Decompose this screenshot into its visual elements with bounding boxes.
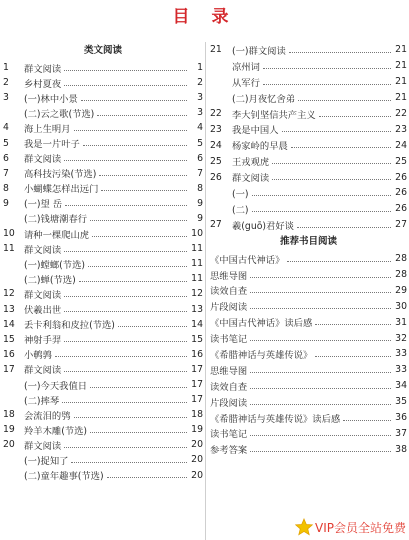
- toc-entry[interactable]: [3, 181, 203, 196]
- toc-entry-page: 7: [197, 167, 203, 179]
- toc-leader-dots: [250, 387, 391, 389]
- toc-leader-dots: [62, 401, 187, 403]
- toc-entry[interactable]: [210, 362, 407, 378]
- toc-entry-title: 《中国古代神话》读后感: [210, 318, 313, 330]
- toc-entry[interactable]: [210, 410, 407, 426]
- toc-entry-number: 1: [3, 62, 9, 74]
- toc-leader-dots: [252, 210, 391, 212]
- toc-entry[interactable]: [210, 185, 407, 201]
- toc-entry[interactable]: [210, 441, 407, 457]
- toc-leader-dots: [343, 419, 391, 421]
- toc-entry-title: 《希腊神话与英雄传说》: [210, 349, 313, 361]
- toc-entry[interactable]: [210, 346, 407, 362]
- toc-entry-title: 群文阅读: [24, 244, 62, 256]
- toc-entry[interactable]: [210, 74, 407, 90]
- toc-entry-title: 读书笔记: [210, 334, 248, 346]
- toc-leader-dots: [101, 189, 187, 191]
- toc-entry-title: (二)钱塘潮春行: [24, 214, 88, 226]
- toc-entry-page: 9: [197, 197, 203, 209]
- toc-entry-number: 9: [3, 197, 9, 209]
- toc-entry-page: 33: [395, 348, 407, 360]
- toc-entry[interactable]: [210, 251, 407, 267]
- toc-entry[interactable]: [3, 362, 203, 377]
- toc-entry-title: (一): [232, 188, 249, 200]
- toc-entry[interactable]: [3, 468, 203, 483]
- toc-entry-page: 36: [395, 412, 407, 424]
- toc-entry-title: (二)月夜忆舍弟: [232, 93, 296, 105]
- toc-entry-title: 片段阅读: [210, 397, 248, 409]
- toc-entry-page: 37: [395, 427, 407, 439]
- toc-entry-title: (一)林中小景: [24, 93, 78, 105]
- toc-entry[interactable]: [3, 120, 203, 135]
- toc-right-list: [210, 42, 407, 233]
- toc-leader-dots: [74, 129, 188, 131]
- toc-leader-dots: [64, 340, 187, 342]
- toc-entry-number: 13: [3, 303, 15, 315]
- toc-entry[interactable]: [3, 226, 203, 241]
- toc-leader-dots: [92, 235, 187, 237]
- toc-entry[interactable]: [210, 267, 407, 283]
- toc-leader-dots: [250, 276, 391, 278]
- toc-entry-page: 19: [191, 424, 203, 436]
- toc-leader-dots: [71, 461, 187, 463]
- toc-entry-title: (一)捉知了: [24, 455, 69, 467]
- toc-leader-dots: [272, 178, 391, 180]
- toc-entry[interactable]: [210, 314, 407, 330]
- toc-entry-title: 群文阅读: [24, 365, 62, 377]
- toc-entry-number: 11: [3, 243, 15, 255]
- toc-entry-title: 参考答案: [210, 445, 248, 457]
- toc-entry-title: 丢卡利翁和皮拉(节选): [24, 320, 115, 332]
- toc-entry-page: 28: [395, 269, 407, 281]
- toc-entry[interactable]: [3, 452, 203, 467]
- toc-entry[interactable]: [3, 392, 203, 407]
- toc-entry-page: 21: [395, 76, 407, 88]
- toc-entry-title: (二)云之歌(节选): [24, 108, 95, 120]
- toc-entry[interactable]: [3, 135, 203, 150]
- toc-entry[interactable]: [3, 166, 203, 181]
- toc-entry-title: (二)蝉(节选): [24, 274, 76, 286]
- toc-entry[interactable]: [3, 332, 203, 347]
- toc-entry-page: 2: [197, 77, 203, 89]
- toc-entry-title: (一)望 岳: [24, 199, 63, 211]
- toc-leader-dots: [107, 476, 187, 478]
- toc-entry-page: 3: [197, 107, 203, 119]
- toc-entry[interactable]: [3, 286, 203, 301]
- toc-entry-number: 3: [3, 92, 9, 104]
- toc-entry[interactable]: [210, 169, 407, 185]
- toc-entry-title: 乡村夏夜: [24, 78, 62, 90]
- toc-entry-page: 30: [395, 300, 407, 312]
- toc-entry-page: 4: [197, 122, 203, 134]
- toc-entry[interactable]: [210, 121, 407, 137]
- toc-leader-dots: [64, 310, 187, 312]
- page-title: 目 录: [172, 7, 237, 27]
- toc-entry[interactable]: [3, 75, 203, 90]
- toc-leader-dots: [252, 194, 391, 196]
- toc-entry-number: 18: [3, 409, 15, 421]
- toc-leader-dots: [297, 226, 391, 228]
- toc-entry-number: 21: [210, 44, 222, 56]
- toc-entry-page: 26: [395, 171, 407, 183]
- toc-entry-title: 凉州词: [232, 61, 260, 73]
- toc-leader-dots: [250, 434, 391, 436]
- toc-entry[interactable]: [3, 196, 203, 211]
- toc-entry-page: 6: [197, 152, 203, 164]
- section-heading-recommended-books: 推荐书目阅读: [279, 235, 337, 247]
- toc-leader-dots: [263, 67, 391, 69]
- toc-entry[interactable]: [3, 407, 203, 422]
- toc-entry[interactable]: [3, 422, 203, 437]
- toc-entry-page: 33: [395, 364, 407, 376]
- toc-entry-page: 3: [197, 92, 203, 104]
- toc-entry-number: 26: [210, 171, 222, 183]
- toc-entry-page: 12: [191, 288, 203, 300]
- vip-watermark: [295, 517, 406, 537]
- toc-entry-page: 29: [395, 284, 407, 296]
- toc-entry-title: 从军行: [232, 77, 260, 89]
- toc-entry-page: 21: [395, 44, 407, 56]
- toc-entry-page: 14: [191, 318, 203, 330]
- toc-entry[interactable]: [210, 137, 407, 153]
- toc-leader-dots: [64, 370, 187, 372]
- toc-entry[interactable]: [3, 256, 203, 271]
- toc-entry-number: 25: [210, 155, 222, 167]
- toc-entry-title: (一)今天我值日: [24, 380, 88, 392]
- star-icon: [295, 518, 313, 536]
- toc-entry-title: (一)螳螂(节选): [24, 259, 85, 271]
- toc-leader-dots: [315, 355, 391, 357]
- toc-leader-dots: [64, 159, 187, 161]
- toc-entry-page: 34: [395, 380, 407, 392]
- toc-entry[interactable]: [3, 151, 203, 166]
- toc-entry-title: 片段阅读: [210, 302, 248, 314]
- toc-entry[interactable]: [210, 394, 407, 410]
- toc-entry-title: 群文阅读: [24, 154, 62, 166]
- toc-entry-page: 26: [395, 203, 407, 215]
- toc-leader-dots: [272, 162, 391, 164]
- toc-entry-number: 19: [3, 424, 15, 436]
- toc-leader-dots: [64, 295, 187, 297]
- toc-entry-number: 2: [3, 77, 9, 89]
- toc-entry-number: 16: [3, 348, 15, 360]
- toc-leader-dots: [64, 69, 187, 71]
- toc-entry[interactable]: [210, 298, 407, 314]
- toc-entry[interactable]: [210, 425, 407, 441]
- toc-leader-dots: [64, 446, 187, 448]
- column-divider: [205, 42, 206, 540]
- toc-entry-number: 27: [210, 219, 222, 231]
- toc-entry-title: 小蝴蝶怎样出远门: [24, 184, 99, 196]
- toc-entry-title: 高科技污染(节选): [24, 169, 97, 181]
- toc-left-list: [3, 60, 203, 483]
- toc-leader-dots: [97, 114, 187, 116]
- toc-entry-title: 杨家岭的早晨: [232, 141, 288, 153]
- toc-entry-page: 17: [191, 379, 203, 391]
- toc-leader-dots: [90, 431, 187, 433]
- toc-entry[interactable]: [3, 377, 203, 392]
- toc-leader-dots: [99, 174, 187, 176]
- toc-entry-page: 38: [395, 443, 407, 455]
- toc-leader-dots: [250, 339, 391, 341]
- toc-entry[interactable]: [3, 90, 203, 105]
- toc-entry[interactable]: [3, 241, 203, 256]
- toc-entry-title: 请种一棵爬山虎: [24, 229, 90, 241]
- toc-entry-title: 《中国古代神话》: [210, 254, 285, 266]
- toc-right-column: [210, 42, 407, 457]
- toc-entry-title: (二)童年趣事(节选): [24, 471, 104, 483]
- toc-entry-title: 羲(guō)君好谈: [232, 220, 294, 232]
- toc-entry[interactable]: [3, 302, 203, 317]
- toc-entry-number: 14: [3, 318, 15, 330]
- toc-entry-number: 10: [3, 228, 15, 240]
- toc-leader-dots: [291, 146, 391, 148]
- toc-entry[interactable]: [210, 106, 407, 122]
- toc-entry-page: 25: [395, 155, 407, 167]
- toc-entry-title: 李大钊坚信共产主义: [232, 109, 316, 121]
- toc-entry-title: 海上生明月: [24, 123, 71, 135]
- toc-leader-dots: [289, 51, 391, 53]
- toc-leader-dots: [319, 115, 391, 117]
- toc-entry[interactable]: [3, 437, 203, 452]
- toc-entry[interactable]: [3, 211, 203, 226]
- toc-entry-page: 24: [395, 139, 407, 151]
- toc-leader-dots: [81, 99, 187, 101]
- toc-entry-page: 21: [395, 60, 407, 72]
- toc-entry-title: 群文阅读: [232, 173, 270, 185]
- toc-entry-page: 18: [191, 409, 203, 421]
- toc-left-column: [3, 42, 203, 483]
- toc-entry-title: 小鹌鹑: [24, 350, 52, 362]
- toc-entry[interactable]: [3, 317, 203, 332]
- toc-entry-title: 神射手羿: [24, 335, 62, 347]
- toc-entry-title: 伏羲出世: [24, 305, 62, 317]
- toc-entry-number: 7: [3, 167, 9, 179]
- toc-entry-page: 27: [395, 219, 407, 231]
- toc-entry-title: 我是一片叶子: [24, 139, 80, 151]
- toc-entry-title: 读书笔记: [210, 429, 248, 441]
- toc-entry-page: 35: [395, 396, 407, 408]
- toc-leader-dots: [287, 260, 391, 262]
- toc-entry[interactable]: [210, 42, 407, 58]
- toc-entry-number: 24: [210, 139, 222, 151]
- section-heading-class-reading: 类文阅读: [83, 45, 122, 56]
- toc-entry[interactable]: [210, 217, 407, 233]
- toc-entry-number: 8: [3, 182, 9, 194]
- toc-leader-dots: [55, 355, 187, 357]
- toc-entry-page: 23: [395, 123, 407, 135]
- toc-entry-title: 羚羊木雕(节选): [24, 425, 88, 437]
- toc-entry-number: 12: [3, 288, 15, 300]
- toc-entry-title: (二): [232, 204, 249, 216]
- toc-entry-title: (一)群文阅读: [232, 45, 286, 57]
- toc-entry-page: 11: [191, 273, 203, 285]
- toc-entry[interactable]: [3, 271, 203, 286]
- toc-leader-dots: [65, 204, 187, 206]
- toc-entry[interactable]: [210, 330, 407, 346]
- toc-entry-page: 17: [191, 363, 203, 375]
- toc-entry-page: 16: [191, 348, 203, 360]
- toc-entry-title: 群文阅读: [24, 440, 62, 452]
- toc-entry-title: 思维导图: [210, 270, 248, 282]
- toc-leader-dots: [74, 416, 188, 418]
- toc-leader-dots: [250, 371, 391, 373]
- toc-entry-number: 20: [3, 439, 15, 451]
- toc-entry-page: 8: [197, 182, 203, 194]
- toc-leader-dots: [250, 450, 391, 452]
- toc-leader-dots: [282, 130, 392, 132]
- toc-entry-page: 5: [197, 137, 203, 149]
- toc-entry[interactable]: [210, 90, 407, 106]
- toc-entry-page: 15: [191, 333, 203, 345]
- toc-book-list: [210, 251, 407, 458]
- toc-entry-title: 群文阅读: [24, 63, 62, 75]
- toc-entry-number: 23: [210, 123, 222, 135]
- toc-entry-page: 17: [191, 394, 203, 406]
- toc-leader-dots: [90, 386, 187, 388]
- toc-leader-dots: [315, 323, 391, 325]
- toc-entry-page: 28: [395, 253, 407, 265]
- toc-entry-page: 32: [395, 332, 407, 344]
- toc-entry-page: 13: [191, 303, 203, 315]
- toc-entry[interactable]: [3, 60, 203, 75]
- toc-entry-number: 4: [3, 122, 9, 134]
- toc-entry-title: 《希腊神话与英雄传说》读后感: [210, 413, 341, 425]
- toc-entry[interactable]: [210, 58, 407, 74]
- toc-entry-title: 群文阅读: [24, 289, 62, 301]
- toc-entry-number: 22: [210, 108, 222, 119]
- toc-entry-page: 22: [395, 108, 407, 119]
- toc-entry[interactable]: [210, 378, 407, 394]
- toc-entry-page: 1: [197, 62, 203, 74]
- toc-entry-title: 读效自查: [210, 381, 248, 393]
- toc-leader-dots: [250, 403, 391, 405]
- toc-entry-title: 思维导图: [210, 365, 248, 377]
- toc-leader-dots: [118, 325, 187, 327]
- toc-entry[interactable]: [210, 201, 407, 217]
- toc-entry-title: 我是中国人: [232, 125, 279, 137]
- toc-entry-page: 26: [395, 187, 407, 199]
- toc-entry-title: 读效自查: [210, 286, 248, 298]
- toc-entry[interactable]: [3, 347, 203, 362]
- toc-entry-title: (二)摔琴: [24, 395, 60, 407]
- toc-leader-dots: [298, 99, 391, 101]
- toc-leader-dots: [64, 84, 187, 86]
- toc-entry[interactable]: [210, 282, 407, 298]
- toc-leader-dots: [83, 144, 187, 146]
- toc-leader-dots: [263, 83, 391, 85]
- toc-entry[interactable]: [210, 153, 407, 169]
- toc-entry-page: 20: [191, 469, 203, 481]
- toc-entry-page: 10: [191, 228, 203, 240]
- toc-entry-page: 11: [191, 243, 203, 255]
- toc-leader-dots: [88, 265, 187, 267]
- toc-entry-title: 王戎观虎: [232, 157, 270, 169]
- toc-entry-number: 15: [3, 333, 15, 345]
- toc-entry-page: 20: [191, 439, 203, 451]
- toc-entry[interactable]: [3, 105, 203, 120]
- toc-leader-dots: [90, 219, 187, 221]
- toc-entry-page: 11: [191, 258, 203, 270]
- toc-entry-number: 6: [3, 152, 9, 164]
- toc-entry-page: 20: [191, 454, 203, 466]
- toc-leader-dots: [250, 307, 391, 309]
- toc-leader-dots: [250, 291, 391, 293]
- toc-entry-page: 31: [395, 316, 407, 328]
- toc-entry-number: 17: [3, 363, 15, 375]
- toc-entry-page: 9: [197, 212, 203, 224]
- toc-entry-page: 21: [395, 92, 407, 104]
- toc-entry-title: 会流泪的鸮: [24, 410, 71, 422]
- toc-leader-dots: [64, 250, 187, 252]
- vip-watermark-text: VIP会员全站免费: [315, 520, 406, 535]
- toc-entry-number: 5: [3, 137, 9, 149]
- toc-leader-dots: [79, 280, 187, 282]
